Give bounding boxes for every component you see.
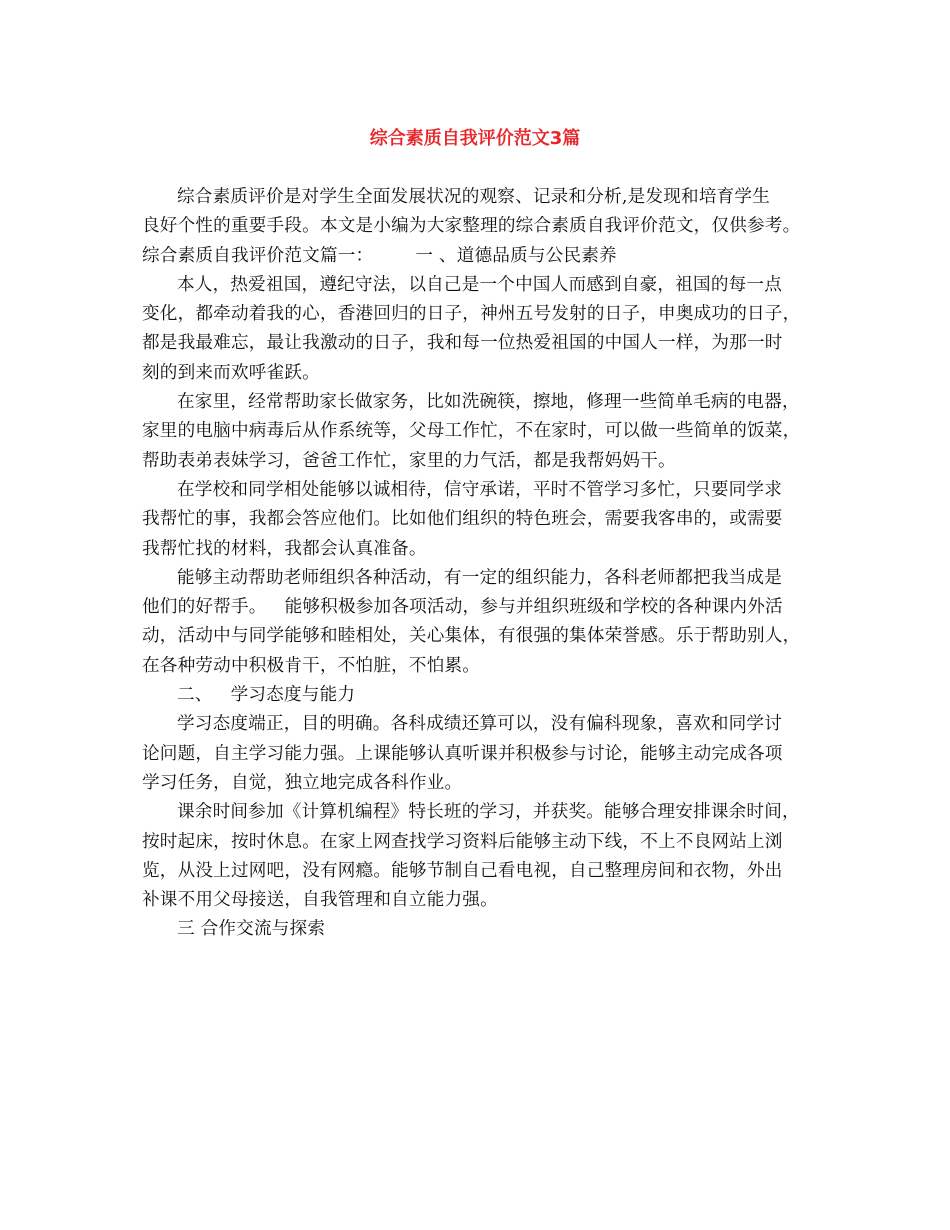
section-label: 综合素质自我评价范文篇一： [142,245,374,266]
text-line-with-heading [142,242,812,271]
text-line: 在学校和同学相处能够以诚相待，信守承诺，平时不管学习多忙，只要同学求 [177,479,782,500]
text-line: 良好个性的重要手段。本文是小编为大家整理的综合素质自我评价范文，仅供参考。 [142,216,801,237]
document-body [142,183,812,945]
text-line: 论问题，自主学习能力强。上课能够认真听课并积极参与讨论，能够主动完成各项 [142,743,783,764]
text-line: 我帮忙的事，我都会答应他们。比如他们组织的特色班会，需要我客串的，或需要 [142,509,783,530]
text-line: 能够主动帮助老师组织各种活动，有一定的组织能力，各科老师都把我当成是 [177,567,782,588]
text-line: 帮助表弟表妹学习，爸爸工作忙，家里的力气活，都是我帮妈妈干。 [142,450,676,471]
text-line: 本人，热爱祖国，遵纪守法，以自己是一个中国人而感到自豪，祖国的每一点 [177,274,782,295]
text-line: 家里的电脑中病毒后从作系统等，父母工作忙，不在家时，可以做一些简单的饭菜， [142,421,801,442]
text-line: 动，活动中与同学能够和睦相处，关心集体，有很强的集体荣誉感。乐于帮助别人， [142,626,801,647]
text-line: 综合素质评价是对学生全面发展状况的观察、记录和分析,是发现和培育学生 [177,187,770,207]
section-title: 学习态度与能力 [230,685,356,706]
text-line [142,593,812,622]
document-title: 综合素质自我评价范文3篇 [369,128,581,149]
text-line: 都是我最难忘，最让我激动的日子，我和每一位热爱祖国的中国人一样，为那一时 [142,333,783,354]
text-line: 览，从没上过网吧，没有网瘾。能够节制自己看电视，自己整理房间和衣物，外出 [142,860,783,881]
text-line: 学习态度端正，目的明确。各科成绩还算可以，没有偏科现象，喜欢和同学讨 [177,714,782,735]
text-line: 变化，都牵动着我的心，香港回归的日子，神州五号发射的日子，申奥成功的日子， [142,304,801,325]
text-line: 在各种劳动中积极肯干，不怕脏，不怕累。 [142,655,481,676]
section-heading-2 [142,681,812,710]
text-line: 按时起床，按时休息。在家上网查找学习资料后能够主动下线，不上不良网站上浏 [142,831,783,852]
section-heading-1: 一 、道德品质与公民素养 [415,245,617,266]
text-line: 刻的到来而欢呼雀跃。 [142,362,320,383]
text-segment: 能够积极参加各项活动，参与并组织班级和学校的各种课内外活 [284,597,783,618]
text-segment: 他们的好帮手。 [142,597,267,618]
text-line: 学习任务，自觉，独立地完成各科作业。 [142,772,463,793]
text-line: 在家里，经常帮助家长做家务，比如洗碗筷，擦地，修理一些简单毛病的电器， [177,392,800,413]
text-line: 课余时间参加《计算机编程》特长班的学习，并获奖。能够合理安排课余时间， [177,802,800,823]
section-number: 二、 [177,685,213,706]
text-line: 我帮忙找的材料，我都会认真准备。 [142,538,427,559]
text-line: 补课不用父母接送，自我管理和自立能力强。 [142,890,498,911]
section-heading-3: 三 合作交流与探索 [177,919,326,940]
